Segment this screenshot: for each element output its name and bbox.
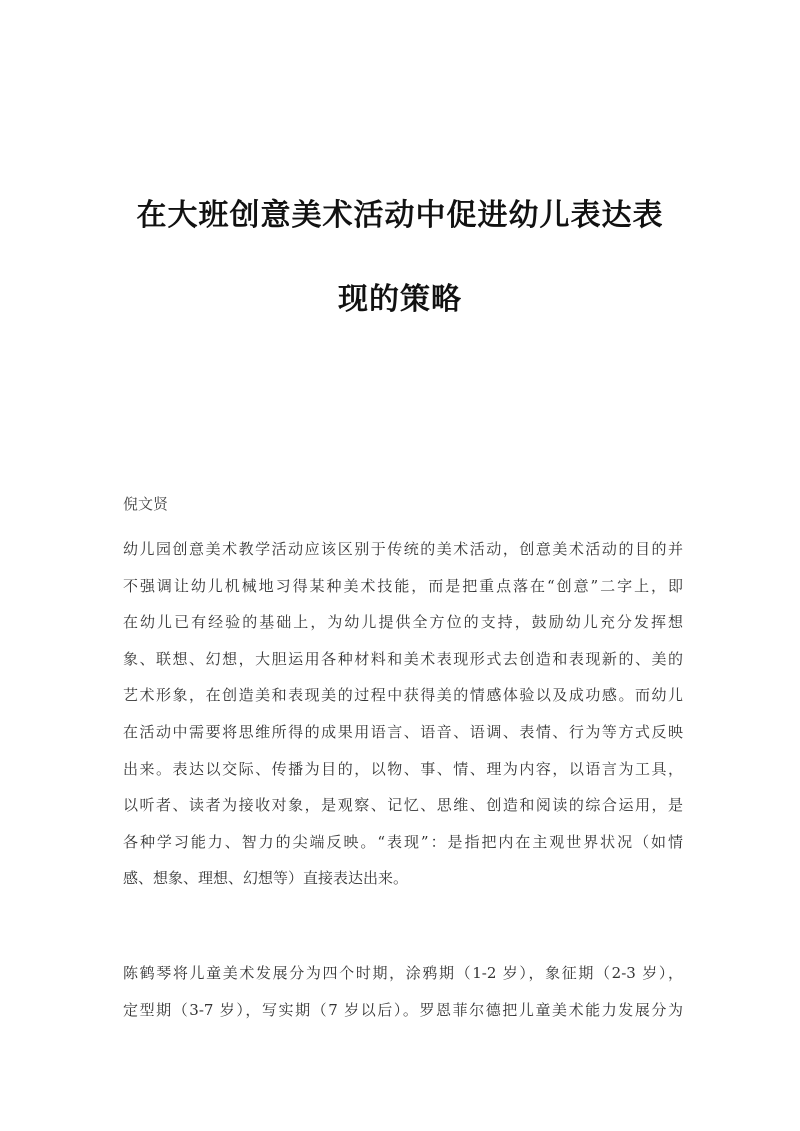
paragraph-line: 在幼儿已有经验的基础上，为幼儿提供全方位的支持，鼓励幼儿充分发挥想 [123, 613, 683, 632]
document-title-line-2: 现的策略 [338, 282, 462, 317]
paragraph-line: 艺术形象，在创造美和表现美的过程中获得美的情感体验以及成功感。而幼儿 [123, 686, 683, 705]
body-paragraph-2 [123, 955, 683, 1028]
body-paragraph-1 [123, 531, 683, 897]
paragraph-line: 象、联想、幻想，大胆运用各种材料和美术表现形式去创造和表现新的、美的 [123, 649, 683, 668]
author-name: 倪文贤 [123, 495, 169, 513]
paragraph-line: 以听者、读者为接收对象，是观察、记忆、思维、创造和阅读的综合运用，是 [123, 796, 683, 815]
paragraph-line: 陈鹤琴将儿童美术发展分为四个时期，涂鸦期（1-2 岁），象征期（2-3 岁）， [123, 964, 683, 982]
paragraph-line: 感、想象、理想、幻想等）直接表达出来。 [123, 869, 409, 888]
paragraph-line: 在活动中需要将思维所得的成果用语言、语音、语调、表情、行为等方式反映 [123, 722, 683, 741]
paragraph-line: 不强调让幼儿机械地习得某种美术技能，而是把重点落在“创意”二字上，即 [123, 576, 683, 595]
paragraph-line: 定型期（3-7 岁），写实期（7 岁以后）。罗恩菲尔德把儿童美术能力发展分为 [123, 1000, 683, 1019]
paragraph-line: 各种学习能力、智力的尖端反映。“表现”：是指把内在主观世界状况（如情 [123, 832, 683, 851]
paragraph-line: 幼儿园创意美术教学活动应该区别于传统的美术活动，创意美术活动的目的并 [123, 540, 683, 558]
paragraph-line: 出来。表达以交际、传播为目的，以物、事、情、理为内容，以语言为工具， [123, 759, 683, 778]
document-title-line-1: 在大班创意美术活动中促进幼儿表达表 [136, 198, 664, 233]
